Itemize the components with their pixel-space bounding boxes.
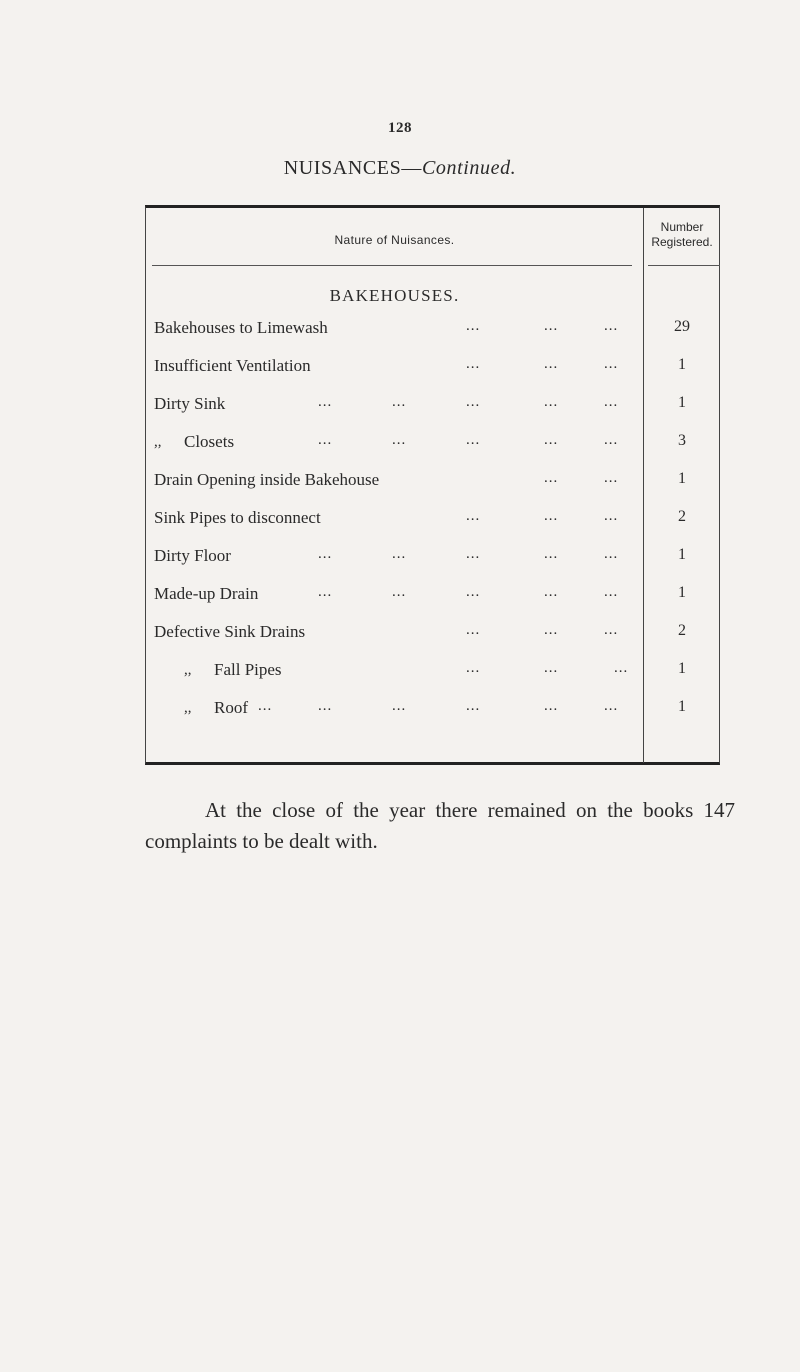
row-label: Made-up Drain (154, 584, 259, 603)
page-title (0, 157, 800, 180)
row-value: 1 (678, 584, 686, 601)
table-row: Dirty Sink ... ... ... ... ... 1 (146, 394, 719, 418)
row-label: Fall Pipes (214, 660, 282, 679)
header-number-line2: Registered. (651, 235, 713, 249)
row-value: 1 (678, 394, 686, 411)
table-row: ,, Roof ... ... ... ... ... ... 1 (146, 698, 719, 722)
header-number (644, 220, 720, 250)
row-label: Closets (184, 432, 235, 451)
page-number: 128 (388, 120, 412, 136)
row-value: 3 (678, 432, 686, 449)
header-number-line1: Number (660, 220, 704, 234)
row-value: 2 (678, 622, 686, 639)
title-main: NUISANCES (283, 157, 402, 179)
row-value: 1 (678, 546, 686, 563)
header-rule-left (152, 265, 632, 266)
header-nature: Nature of Nuisances. (334, 233, 455, 247)
ditto-mark: ,, (154, 434, 162, 450)
nuisances-table (145, 205, 720, 765)
closing-paragraph: At the close of the year there remained on the books 147 complaints to be dealt with. (145, 798, 735, 853)
row-value: 1 (678, 698, 686, 715)
row-value: 2 (678, 508, 686, 525)
table-row: Sink Pipes to disconnect ... ... ... 2 (146, 508, 719, 532)
table-row: Dirty Floor ... ... ... ... ... 1 (146, 546, 719, 570)
title-dash: — (401, 157, 422, 179)
table-row: Made-up Drain ... ... ... ... ... 1 (146, 584, 719, 608)
row-label: Roof (214, 698, 248, 717)
table-row: ,, Closets ... ... ... ... ... 3 (146, 432, 719, 456)
row-value: 29 (674, 318, 690, 335)
title-continued: Continued. (421, 157, 517, 179)
section-heading: BAKEHOUSES. (329, 286, 460, 305)
header-rule-right (648, 265, 720, 266)
row-value: 1 (678, 660, 686, 677)
row-label: Defective Sink Drains (154, 622, 306, 641)
row-label: Bakehouses to Limewash (154, 318, 328, 337)
row-label: Sink Pipes to disconnect (154, 508, 321, 527)
table-row: ,, Fall Pipes ... ... ... 1 (146, 660, 719, 684)
row-label: Drain Opening inside Bakehouse (154, 470, 380, 489)
table-row: Bakehouses to Limewash ... ... ... 29 (146, 318, 719, 342)
row-label: Dirty Sink (154, 394, 226, 413)
table-row: Defective Sink Drains ... ... ... 2 (146, 622, 719, 646)
table-row: Drain Opening inside Bakehouse ... ... 1 (146, 470, 719, 494)
row-value: 1 (678, 356, 686, 373)
row-label: Dirty Floor (154, 546, 231, 565)
ditto-mark: ,, (184, 700, 192, 716)
table-row: Insufficient Ventilation ... ... ... 1 (146, 356, 719, 380)
ditto-mark: ,, (184, 662, 192, 678)
row-value: 1 (678, 470, 686, 487)
row-label: Insufficient Ventilation (154, 356, 311, 375)
